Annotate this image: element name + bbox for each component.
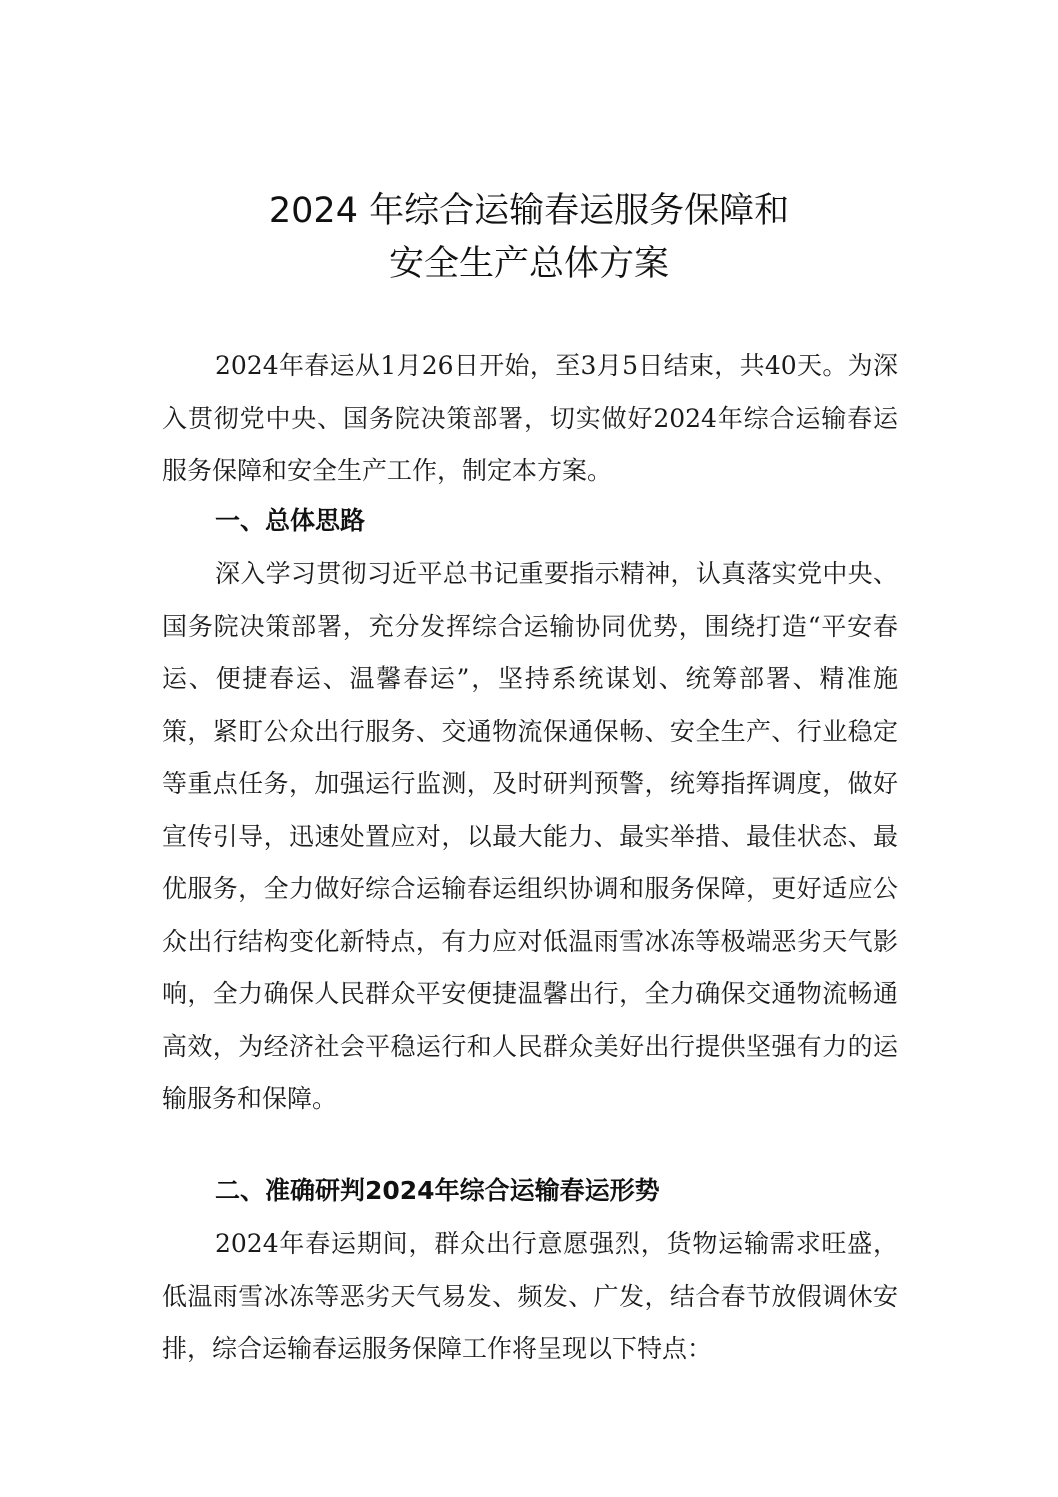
section-1-paragraph: 深入学习贯彻习近平总书记重要指示精神，认真落实党中央、国务院决策部署，充分发挥综合运输协同优势，围绕打造“平安春运、便捷春运、温馨春运”，坚持系统谋划、统筹部署、精准施策，紧盯公众出行服务、交通物流保通保畅、安全生产、行业稳定等重点任务，加强运行监测，及时研判预警，统筹指挥调度，做好宣传引导，迅速处置应对，以最大能力、最实举措、最佳状态、最优服务，全力做好综合运输春运组织协调和服务保障，更好适应公众出行结构变化新特点，有力应对低温雨雪冰冻等极端恶劣天气影响，全力确保人民群众平安便捷温馨出行，全力确保交通物流畅通高效，为经济社会平稳运行和人民群众美好出行提供坚强有力的运输服务和保障。	[162, 559, 898, 1113]
section-2-paragraph: 2024年春运期间，群众出行意愿强烈，货物运输需求旺盛，低温雨雪冰冻等恶劣天气易发、频发、广发，结合春节放假调休安排，综合运输春运服务保障工作将呈现以下特点：	[162, 1229, 898, 1363]
document-title-line1: 2024 年综合运输春运服务保障和	[268, 191, 790, 231]
section-heading-1: 一、总体思路	[215, 506, 366, 535]
intro-paragraph: 2024年春运从1月26日开始，至3月5日结束，共40天。为深入贯彻党中央、国务院决策部署，切实做好2024年综合运输春运服务保障和安全生产工作，制定本方案。	[162, 351, 898, 485]
section-heading-2: 二、准确研判2024年综合运输春运形势	[215, 1176, 660, 1205]
document-title-line2: 安全生产总体方案	[388, 244, 669, 284]
